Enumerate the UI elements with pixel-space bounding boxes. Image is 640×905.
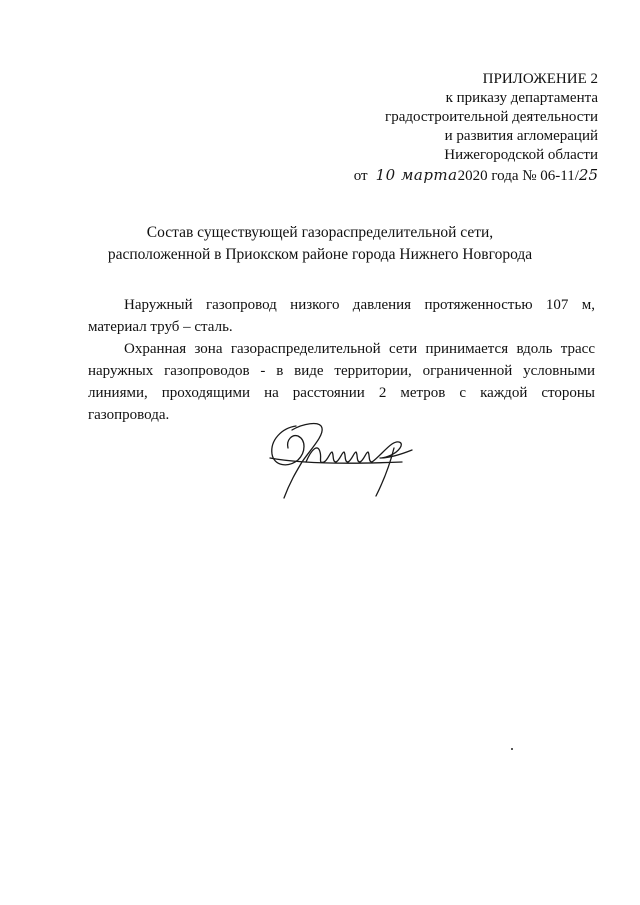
scan-dot bbox=[511, 748, 513, 750]
appendix-line-1: к приказу департамента bbox=[445, 90, 598, 106]
order-year-number: 2020 года № 06-11/ bbox=[457, 168, 579, 184]
appendix-line-2: градостроительной деятельности bbox=[385, 109, 598, 125]
paragraph-pipeline: Наружный газопровод низкого давления протяженностью 107 м, материал труб – сталь. bbox=[88, 297, 595, 335]
paragraph-protection-zone: Охранная зона газораспределительной сети принимается вдоль трасс наружных газопроводов - в виде территории, ограниченной условными линиями, проходящими на расстоянии 2 метров с каждой стороны газопровода. bbox=[88, 341, 595, 423]
appendix-line-3: и развития агломераций bbox=[444, 128, 598, 144]
appendix-line-4: Нижегородской области bbox=[444, 147, 598, 163]
appendix-title: ПРИЛОЖЕНИЕ 2 bbox=[482, 71, 598, 87]
signature-icon bbox=[262, 418, 427, 506]
document-body bbox=[88, 294, 595, 426]
document-title bbox=[0, 222, 640, 266]
handwritten-date: 10 марта bbox=[375, 166, 458, 184]
order-date-line bbox=[354, 166, 598, 186]
title-line-2: расположенной в Приокском районе города Нижнего Новгорода bbox=[107, 246, 533, 263]
date-prefix: от bbox=[353, 168, 368, 184]
handwritten-order-number: 25 bbox=[578, 166, 598, 184]
title-line-1: Состав существующей газораспределительной сети, bbox=[146, 224, 494, 241]
appendix-header bbox=[354, 70, 598, 186]
